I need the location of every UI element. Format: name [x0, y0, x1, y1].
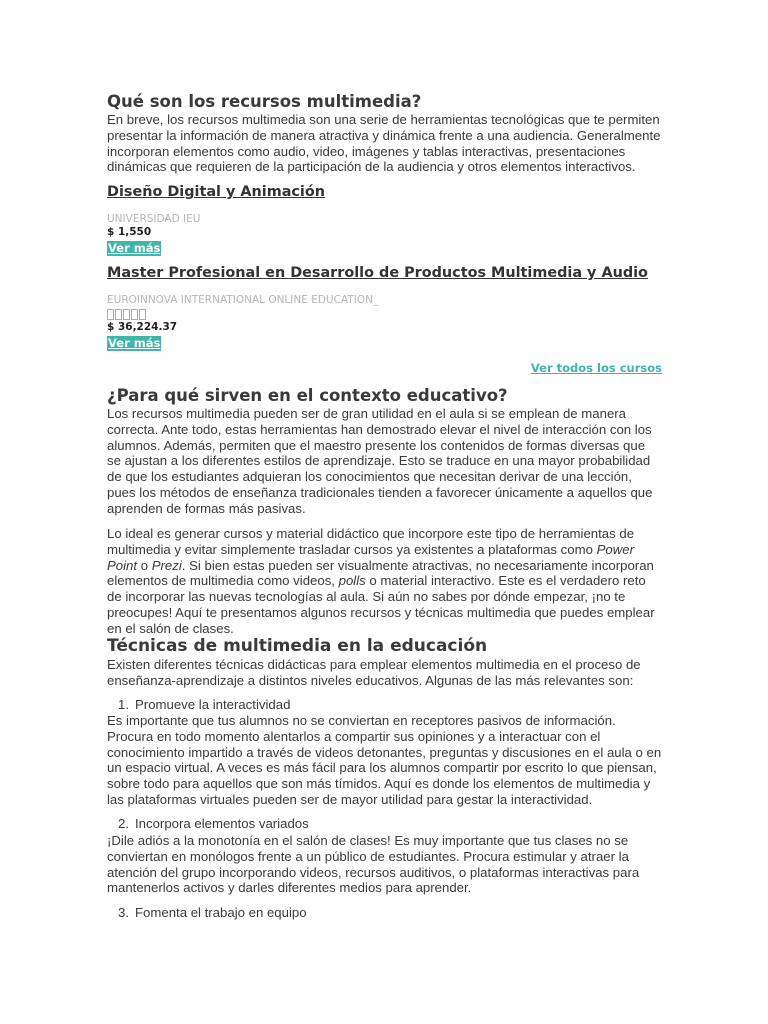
section-title-techniques: Técnicas de multimedia en la educación: [107, 636, 488, 656]
course-card: [107, 264, 662, 352]
course-price: $ 1,550: [107, 226, 152, 238]
list-number: 1.: [118, 697, 129, 712]
list-item-text: Es importante que tus alumnos no se conviertan en receptores pasivos de información. Procura en todo momento alentarlos a compartir sus opiniones y a interactuar con el conocimiento impartido a través de videos detonantes, preguntas y discusiones en el aula o en un espacio virtual. A veces es más fácil para los alumnos compartir por escrito lo que piensan, sobre todo para aquellos que son más tímidos. Aquí es donde los elementos de multimedia y las plataformas virtuales pueden ser de mayor utilidad para gestar la interactividad.: [107, 713, 662, 807]
section-title-educational-context: ¿Para qué sirven en el contexto educativo?: [107, 386, 508, 405]
emphasis-prezi: Prezi: [151, 557, 182, 573]
star-empty-icon: [107, 309, 114, 320]
emphasis-polls: polls: [338, 573, 366, 589]
course-title-link[interactable]: Master Profesional en Desarrollo de Productos Multimedia y Audio: [107, 265, 648, 281]
course-provider: EUROINNOVA INTERNATIONAL ONLINE EDUCATION_: [107, 294, 379, 306]
star-empty-icon: [139, 309, 146, 320]
course-title-link[interactable]: Diseño Digital y Animación: [107, 184, 325, 200]
educational-context-paragraph-1: Los recursos multimedia pueden ser de gran utilidad en el aula si se emplean de manera correcta. Ante todo, estas herramientas han demostrado elevar el nivel de interacción con los alumnos. Además, permiten que el maestro presente los contenidos de formas diversas que se ajustan a los diferentes estilos de aprendizaje. Esto se traduce en una mayor probabilidad de que los estudiantes adquieran los conocimientos que necesitan derivar de una lección, pues los métodos de enseñanza tradicionales tienden a favorecer únicamente a aquellos que aprenden de formas más pasivas.: [107, 406, 653, 516]
star-empty-icon: [131, 309, 138, 320]
paragraph-text: o material interactivo. Este es el verdadero reto de incorporar las nuevas tecnologías al aula. Si aún no sabes por dónde empezar, ¡no te preocupes! Aquí te presentamos algunos recursos y técnicas multimedia que puedes emplear en el salón de clases.: [107, 573, 655, 636]
section-intro-paragraph: En breve, los recursos multimedia son una serie de herramientas tecnológicas que te permiten presentar la información de manera atractiva y dinámica frente a una audiencia. Generalmente incorporan elementos como audio, video, imágenes y tablas interactivas, presentaciones dinámicas que requieren de la participación de la audiencia y otros elementos interactivos.: [107, 112, 661, 175]
list-item-label: Promueve la interactividad: [135, 697, 291, 712]
emphasis-power-point: Power Point: [107, 541, 634, 573]
list-item: [107, 905, 662, 921]
star-empty-icon: [115, 309, 122, 320]
rating-stars: [107, 307, 662, 321]
list-item-text: ¡Dile adiós a la monotonía en el salón de clases! Es muy importante que tus clases no se conviertan en monólogos frente a un público de estudiantes. Procura estimular y atraer la atención del grupo incorporando videos, recursos auditivos, o plataformas interactivas para mantenerlos activos y darles diferentes medios para aprender.: [107, 833, 640, 896]
paragraph-text: . Si bien estas pueden ser visualmente atractivas, no necesariamente incorporan elementos de multimedia como videos,: [107, 557, 654, 589]
star-empty-icon: [123, 309, 130, 320]
list-item-label: Incorpora elementos variados: [135, 816, 309, 831]
paragraph-text: Lo ideal es generar cursos y material didáctico que incorpore este tipo de herramientas de multimedia y evitar simplemente trasladar cursos ya existentes a plataformas como: [107, 526, 635, 557]
paragraph-text: o: [137, 557, 152, 573]
list-item-label: Fomenta el trabajo en equipo: [135, 905, 307, 920]
list-item: [107, 816, 662, 832]
section-title-what-are: Qué son los recursos multimedia?: [107, 92, 422, 111]
ver-mas-button[interactable]: Ver más: [108, 241, 161, 255]
list-number: 3.: [118, 905, 129, 920]
techniques-intro: Existen diferentes técnicas didácticas para emplear elementos multimedia en el proceso de enseñanza-aprendizaje a distintos niveles educativos. Algunas de las más relevantes son:: [107, 657, 641, 688]
all-courses-link[interactable]: Ver todos los cursos: [530, 361, 662, 375]
list-number: 2.: [118, 816, 129, 831]
course-price: $ 36,224.37: [107, 321, 178, 333]
course-provider: UNIVERSIDAD IEU: [107, 213, 201, 225]
ver-mas-button[interactable]: Ver más: [108, 336, 161, 350]
list-item: [107, 697, 662, 713]
educational-context-paragraph-2: [107, 526, 662, 637]
course-card: [107, 183, 662, 257]
